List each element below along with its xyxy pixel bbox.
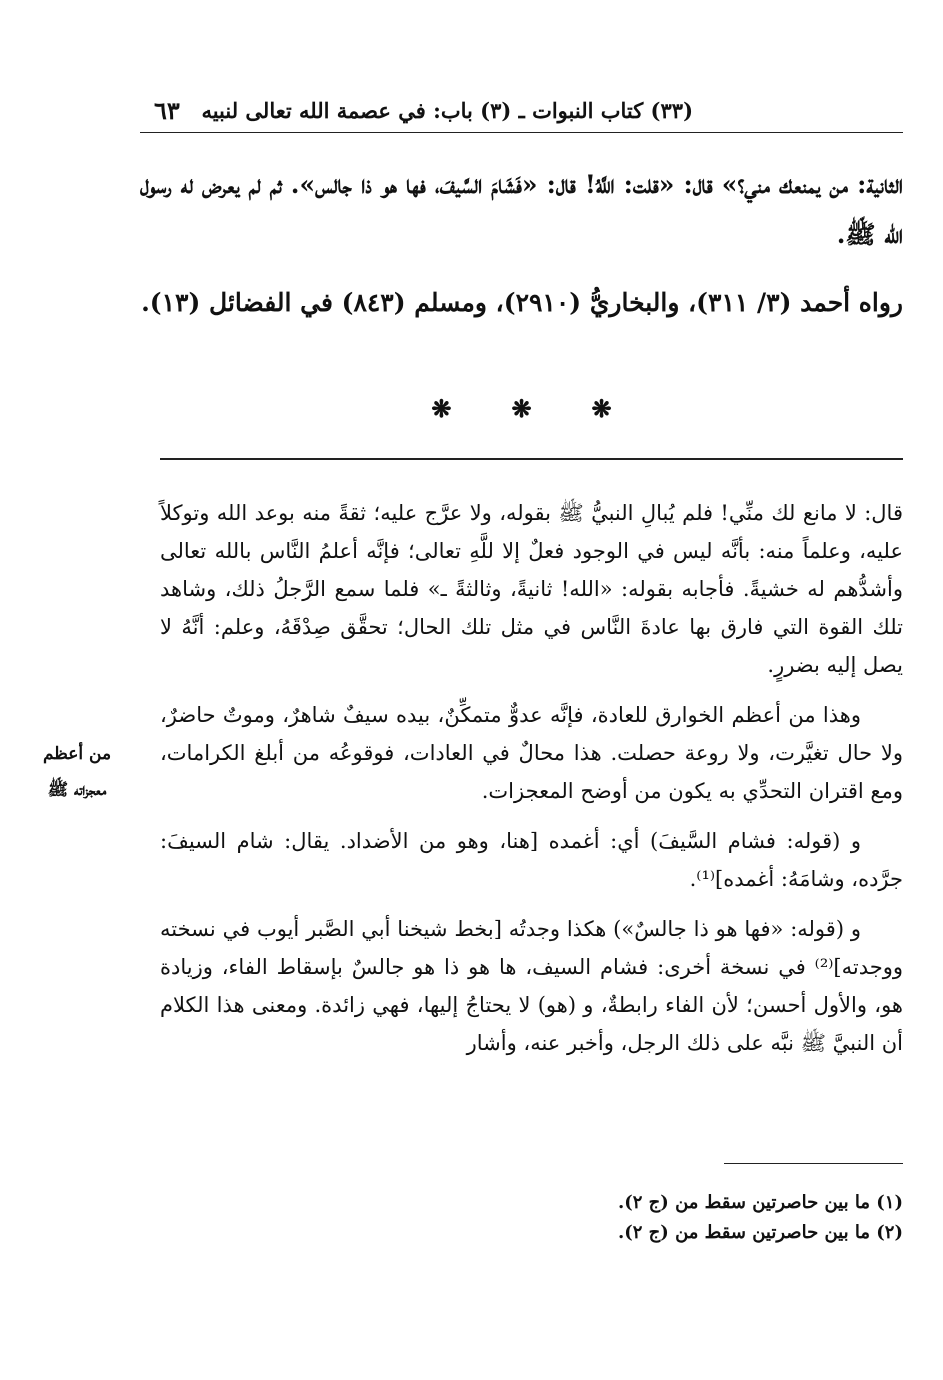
footnote: (١) ما بين حاصرتين سقط من (ج ٢). xyxy=(617,1192,903,1213)
commentary-divider xyxy=(160,458,903,460)
footnote-divider xyxy=(724,1163,903,1164)
hadith-text xyxy=(140,160,903,346)
separator-star-icon: ❋ xyxy=(591,394,612,423)
commentary-paragraph: قال: لا مانع لك منِّي! فلم يُبالِ النبيُّ ﷺ بقوله، ولا عرَّج عليه؛ ثقةً منه بوعد الله وتوكلاً عليه، وعلماً منه: بأنَّه ليس في الوجود فعلٌ إلا للَّهِ تعالى؛ فإنَّه أعلمُ النَّاس بالله تعالى وأشدُّهم له خشيةً. فأجابه بقوله: «الله! ثانيةً، وثالثةً ـ» فلما سمع الرَّجلُ ذلك، وشاهد تلك القوة التي فارق بها عادةَ النَّاس في مثل تلك الحال؛ تحقَّق صِدْقَهُ، وعلم: أنَّهُ لا يصل إليه بضررٍ. xyxy=(160,501,903,677)
margin-note-line: من أعظم xyxy=(42,744,112,764)
header-title: (٣٣) كتاب النبوات ـ (٣) باب: في عصمة الله تعالى لنبيه xyxy=(201,98,693,123)
footnotes xyxy=(160,1188,903,1248)
separator-star-icon: ❋ xyxy=(511,394,532,423)
commentary-paragraph: و (قوله: «فها هو ذا جالسٌ») هكذا وجدتُه [بخط شيخنا أبي الصَّبر أيوب في نسخته ووجدته]⁽²⁾ في نسخة أخرى: فشام السيف، ها هو ذا هو جالسٌ بإسقاط الفاء، وزيادة هو، والأول أحسن؛ لأن الفاء رابطةٌ، و (هو) لا يحتاجُ إليها، فهي زائدة. ومعنى هذا الكلام أن النبيَّ ﷺ نبَّه على ذلك الرجل، وأخبر عنه، وأشار xyxy=(160,917,903,1055)
page-number: ٦٣ xyxy=(154,96,180,125)
hadith-citation: رواه أحمد (٣/ ٣١١)، والبخاريُّ (٢٩١٠)، ومسلم (٨٤٣) في الفضائل (١٣). xyxy=(141,288,903,317)
commentary-text xyxy=(160,494,903,1074)
margin-note xyxy=(6,736,148,808)
section-separator xyxy=(140,394,903,423)
header-divider xyxy=(140,132,903,133)
commentary-paragraph: وهذا من أعظم الخوارق للعادة، فإنَّه عدوٌّ متمكِّنٌ، بيده سيفٌ شاهرٌ، وموتٌ حاضرٌ، ولا حال تغيَّرت، ولا روعة حصلت. هذا محالٌ في العادات، فوقوعُه من أبلغ الكرامات، ومع اقتران التحدِّي به يكون من أوضح المعجزات. xyxy=(160,703,903,803)
margin-note-line: معجزاته ﷺ xyxy=(47,780,107,800)
footnote: (٢) ما بين حاصرتين سقط من (ج ٢). xyxy=(617,1222,903,1243)
running-header xyxy=(140,92,903,132)
separator-star-icon: ❋ xyxy=(431,394,452,423)
hadith-paragraph: الثانية: من يمنعك مني؟» قال: «قلت: اللَّهُ! قال: «فَشَامَ السَّيفَ، فها هو ذا جالس». ثم لم يعرض له رسول الله ﷺ. xyxy=(140,170,903,249)
commentary-paragraph: و (قوله: فشام السَّيفَ) أي: أغمده [هنا، وهو من الأضداد. يقال: شام السيفَ: جرَّده، وشامَهُ: أغمده]⁽¹⁾. xyxy=(160,829,903,891)
